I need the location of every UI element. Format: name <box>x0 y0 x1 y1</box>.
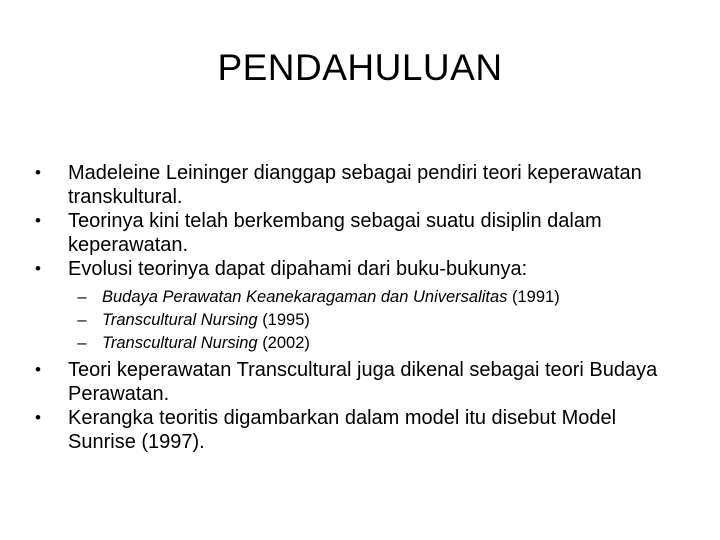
book-title: Budaya Perawatan Keanekaragaman dan Universalitas <box>102 288 508 306</box>
bullet-item <box>28 257 688 281</box>
book-title: Transcultural Nursing <box>102 334 258 352</box>
book-item <box>28 332 688 355</box>
book-title: Transcultural Nursing <box>102 311 258 329</box>
book-list <box>28 286 688 355</box>
book-year: (2002) <box>262 334 310 352</box>
bullet-text: Teori keperawatan Transcultural juga dikenal sebagai teori Budaya Perawatan. <box>68 359 658 405</box>
bullet-item <box>28 358 688 406</box>
bullet-item <box>28 161 688 209</box>
book-year: (1995) <box>262 311 310 329</box>
book-item <box>28 309 688 332</box>
dash-icon: – <box>77 288 87 306</box>
bullet-text: Evolusi teorinya dapat dipahami dari buku-bukunya: <box>68 258 528 280</box>
bullet-text: Madeleine Leininger dianggap sebagai pendiri teori keperawatan transkultural. <box>68 162 642 208</box>
dash-icon: – <box>77 311 87 329</box>
bullet-icon: • <box>35 360 41 379</box>
bullet-item <box>28 406 688 454</box>
bullet-icon: • <box>35 408 41 427</box>
bullet-icon: • <box>35 163 41 182</box>
book-year: (1991) <box>512 288 560 306</box>
bullet-icon: • <box>35 211 41 230</box>
bullet-item <box>28 209 688 257</box>
slide-title: PENDAHULUAN <box>217 47 503 88</box>
dash-icon: – <box>77 334 87 352</box>
bullet-icon: • <box>35 259 41 278</box>
bullet-text: Teorinya kini telah berkembang sebagai suatu disiplin dalam keperawatan. <box>68 210 602 256</box>
slide-content <box>28 161 688 454</box>
book-item <box>28 286 688 309</box>
bullet-text: Kerangka teoritis digambarkan dalam model itu disebut Model Sunrise (1997). <box>68 407 617 453</box>
